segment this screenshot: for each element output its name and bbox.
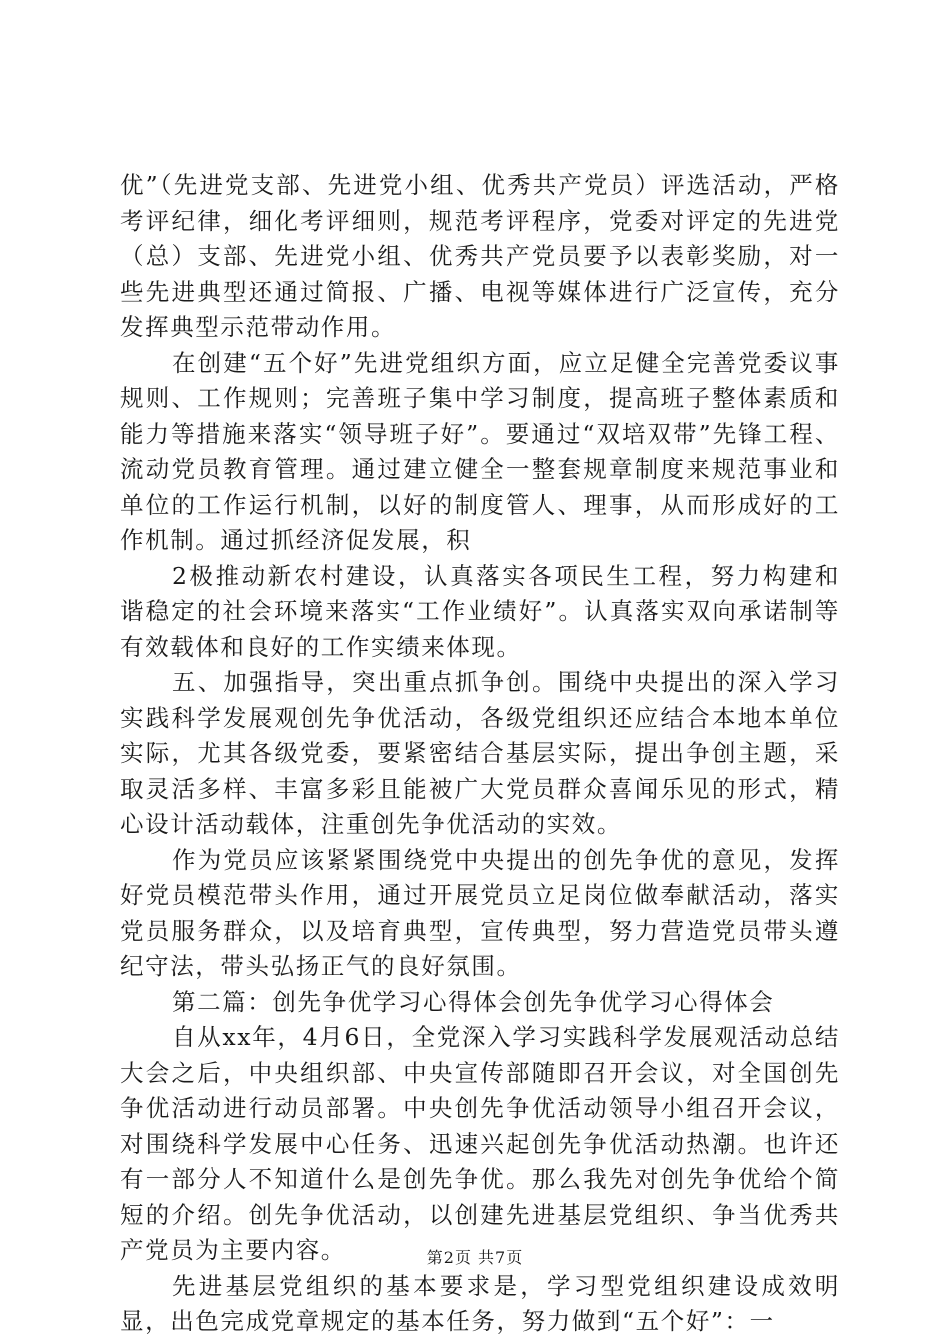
paragraph-8: 先进基层党组织的基本要求是，学习型党组织建设成效明显，出色完成党章规定的基本任务，努力做到“五个好”：一 — [120, 1271, 840, 1335]
document-body — [120, 168, 840, 1340]
paragraph-5: 作为党员应该紧紧围绕党中央提出的创先争优的意见，发挥好党员模范带头作用，通过开展党员立足岗位做奉献活动，落实党员服务群众，以及培育典型，宣传典型，努力营造党员带头遵纪守法，带头弘扬正气的良好氛围。 — [120, 845, 840, 980]
section-heading: 第二篇：创先争优学习心得体会创先争优学习心得体会 — [172, 987, 775, 1016]
paragraph-3: 2极推动新农村建设，认真落实各项民生工程，努力构建和谐稳定的社会环境来落实“工作业绩好”。认真落实双向承诺制等有效载体和良好的工作实绩来体现。 — [120, 561, 840, 661]
paragraph-4: 五、加强指导，突出重点抓争创。围绕中央提出的深入学习实践科学发展观创先争优活动，各级党组织还应结合本地本单位实际，尤其各级党委，要紧密结合基层实际，提出争创主题，采取灵活多样、丰富多彩且能被广大党员群众喜闻乐见的形式，精心设计活动载体，注重创先争优活动的实效。 — [120, 668, 840, 838]
page-number-footer: 第2页 共7页 — [426, 1248, 524, 1267]
paragraph-7: 自从xx年，4月6日，全党深入学习实践科学发展观活动总结大会之后，中央组织部、中央宣传部随即召开会议，对全国创先争优活动进行动员部署。中央创先争优活动领导小组召开会议，对围绕科学发展中心任务、迅速兴起创先争优活动热潮。也许还有一部分人不知道什么是创先争优。那么我先对创先争优给个简短的介绍。创先争优活动，以创建先进基层党组织、争当优秀共产党员为主要内容。 — [120, 1023, 840, 1264]
paragraph-1: 优”（先进党支部、先进党小组、优秀共产党员）评选活动，严格考评纪律，细化考评细则，规范考评程序，党委对评定的先进党（总）支部、先进党小组、优秀共产党员要予以表彰奖励，对一些先进典型还通过简报、广播、电视等媒体进行广泛宣传，充分发挥典型示范带动作用。 — [120, 171, 840, 341]
paragraph-2: 在创建“五个好”先进党组织方面，应立足健全完善党委议事规则、工作规则；完善班子集中学习制度，提高班子整体素质和能力等措施来落实“领导班子好”。要通过“双培双带”先锋工程、流动党员教育管理。通过建立健全一整套规章制度来规范事业和单位的工作运行机制，以好的制度管人、理事，从而形成好的工作机制。通过抓经济促发展，积 — [120, 348, 840, 554]
